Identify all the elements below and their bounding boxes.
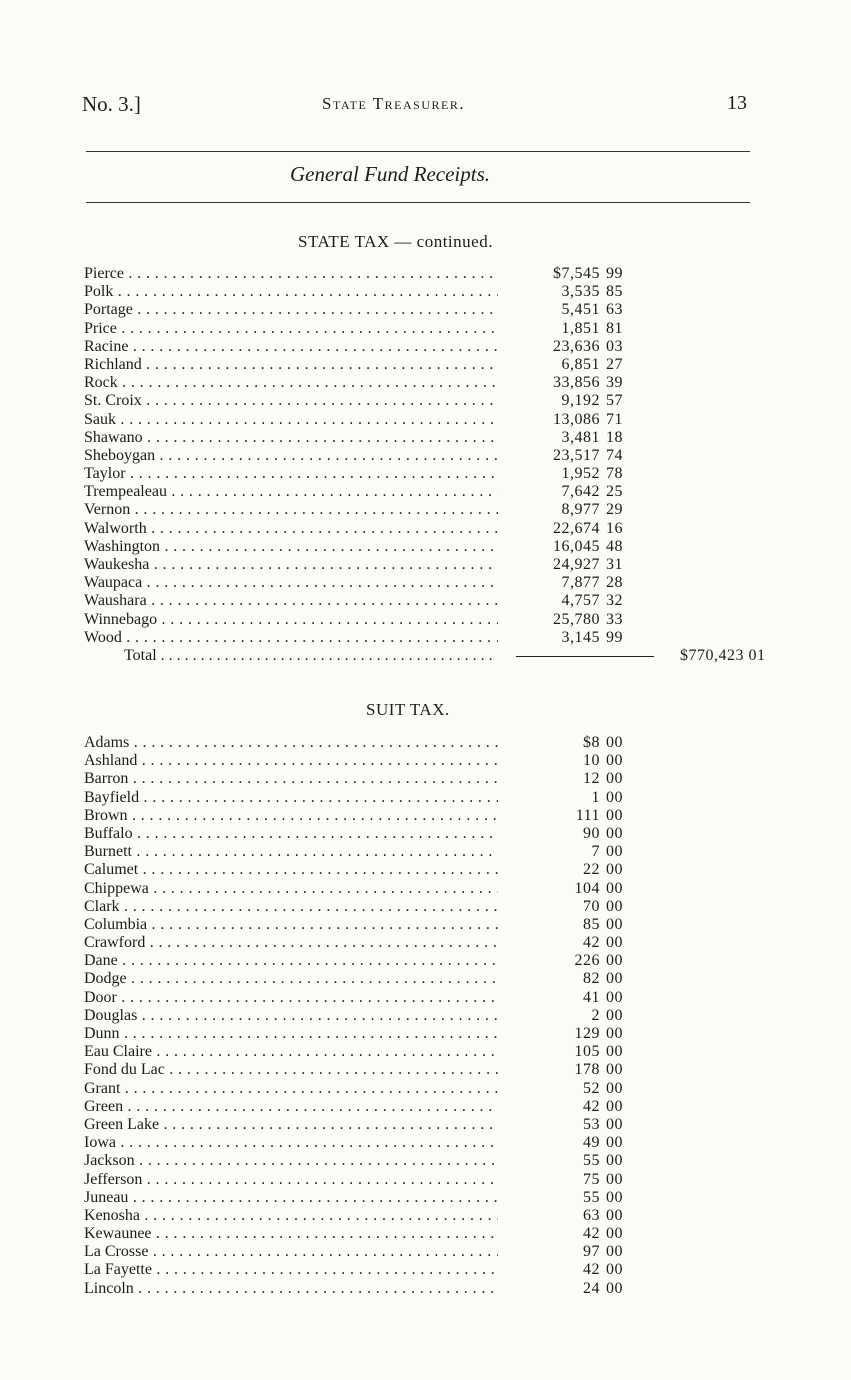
amount-cents: 00 bbox=[606, 1079, 623, 1097]
amount-dollars: 22,674 bbox=[553, 519, 600, 537]
amount-cents: 00 bbox=[606, 879, 623, 897]
amount-cents: 32 bbox=[606, 592, 623, 610]
county-name: Pierce . . . bbox=[84, 265, 498, 283]
table-row bbox=[84, 429, 644, 447]
amount-cents: 00 bbox=[606, 824, 623, 842]
amount-cents: 00 bbox=[606, 1225, 623, 1243]
county-name: Burnett . . . bbox=[84, 843, 498, 861]
table-row bbox=[84, 356, 644, 374]
county-name: Green Lake . . . bbox=[84, 1116, 498, 1134]
table-row bbox=[84, 1025, 644, 1043]
amount-dollars: 24 bbox=[583, 1279, 600, 1297]
table-row bbox=[84, 789, 644, 807]
table-row bbox=[84, 880, 644, 898]
amount-cents: 18 bbox=[606, 428, 623, 446]
county-name: Bayfield . . . bbox=[84, 789, 498, 807]
table-row bbox=[84, 1061, 644, 1079]
amount-dollars: 42 bbox=[583, 934, 600, 952]
table-row bbox=[84, 1134, 644, 1152]
table-row bbox=[84, 265, 644, 283]
amount-cents: 00 bbox=[606, 1134, 623, 1152]
county-name: Columbia . . . bbox=[84, 916, 498, 934]
amount-cents: 25 bbox=[606, 483, 623, 501]
amount-cents: 31 bbox=[606, 556, 623, 573]
amount-cents: 78 bbox=[606, 465, 623, 483]
county-name: Lincoln . . . bbox=[84, 1280, 498, 1298]
subtitle-rule bbox=[86, 202, 750, 203]
county-name: Ashland . . . bbox=[84, 752, 498, 770]
section-subtitle: General Fund Receipts. bbox=[290, 162, 491, 186]
amount-dollars: 75 bbox=[583, 1170, 600, 1188]
county-name: Trempealeau . . . bbox=[84, 483, 498, 501]
amount-dollars: 42 bbox=[583, 1097, 600, 1115]
table-row bbox=[84, 734, 644, 752]
table-row bbox=[84, 952, 644, 970]
amount-dollars: 90 bbox=[583, 824, 600, 842]
amount-cents: 00 bbox=[606, 770, 623, 788]
amount-dollars: 42 bbox=[583, 1261, 600, 1279]
amount-cents: 00 bbox=[606, 1261, 623, 1279]
table-row bbox=[84, 989, 644, 1007]
amount-dollars: 1 bbox=[591, 788, 600, 806]
total-dash-rule bbox=[516, 656, 654, 657]
table-row bbox=[84, 898, 644, 916]
table-row bbox=[84, 629, 644, 647]
county-name: Dane . . . bbox=[84, 952, 498, 970]
amount-dollars: 1,851 bbox=[561, 319, 600, 337]
amount-cents: 00 bbox=[606, 952, 623, 970]
amount-cents: 00 bbox=[606, 734, 623, 751]
amount-dollars: 24,927 bbox=[553, 556, 600, 573]
amount-cents: 00 bbox=[606, 1043, 623, 1061]
table-row bbox=[84, 1207, 644, 1225]
amount-cents: 00 bbox=[606, 1025, 623, 1042]
amount-dollars: 4,757 bbox=[561, 592, 600, 610]
county-name: Washington . . . bbox=[84, 538, 498, 556]
table-row bbox=[84, 934, 644, 952]
table-row bbox=[84, 465, 644, 483]
amount-dollars: 104 bbox=[574, 879, 600, 897]
amount-cents: 00 bbox=[606, 970, 623, 988]
county-name: Waupaca . . . bbox=[84, 574, 498, 592]
table-row bbox=[84, 1080, 644, 1098]
amount-cents: 29 bbox=[606, 501, 623, 519]
county-name: Grant . . . bbox=[84, 1080, 498, 1098]
document-number: No. 3.] bbox=[82, 92, 141, 116]
amount-dollars: 55 bbox=[583, 1188, 600, 1206]
table-row bbox=[84, 1098, 644, 1116]
amount-cents: 00 bbox=[606, 1097, 623, 1115]
amount-dollars: 52 bbox=[583, 1079, 600, 1097]
table-row bbox=[84, 970, 644, 988]
amount-dollars: 25,780 bbox=[553, 610, 600, 628]
county-name: Portage . . . bbox=[84, 301, 498, 319]
table-row bbox=[84, 392, 644, 410]
amount-cents: 00 bbox=[606, 1243, 623, 1261]
county-name: Winnebago . . . bbox=[84, 611, 498, 629]
amount-dollars: 16,045 bbox=[553, 537, 600, 555]
county-name: St. Croix . . . bbox=[84, 392, 498, 410]
amount-dollars: 8,977 bbox=[561, 501, 600, 519]
amount-cents: 00 bbox=[606, 1152, 623, 1170]
amount-cents: 27 bbox=[606, 355, 623, 373]
amount-cents: 03 bbox=[606, 337, 623, 355]
county-name: Jackson . . . bbox=[84, 1152, 498, 1170]
amount-dollars: 9,192 bbox=[561, 392, 600, 410]
amount-dollars: 42 bbox=[583, 1225, 600, 1243]
amount-cents: 99 bbox=[606, 628, 623, 646]
running-title: State Treasurer. bbox=[322, 94, 466, 113]
county-name: Iowa . . . bbox=[84, 1134, 498, 1152]
county-name: Waushara . . . bbox=[84, 592, 498, 610]
table-row bbox=[84, 556, 644, 574]
amount-cents: 99 bbox=[606, 265, 623, 282]
county-name: Polk . . . bbox=[84, 283, 498, 301]
amount-dollars: $8 bbox=[583, 734, 600, 751]
amount-dollars: 63 bbox=[583, 1206, 600, 1224]
amount-cents: 00 bbox=[606, 1279, 623, 1297]
table-row bbox=[84, 1225, 644, 1243]
amount-cents: 00 bbox=[606, 1006, 623, 1024]
table-row bbox=[84, 320, 644, 338]
county-name: Richland . . . bbox=[84, 356, 498, 374]
amount-dollars: 105 bbox=[574, 1043, 600, 1061]
amount-dollars: 23,636 bbox=[553, 337, 600, 355]
table-row bbox=[84, 283, 644, 301]
county-name: Kewaunee . . . bbox=[84, 1225, 498, 1243]
county-name: Eau Claire . . . bbox=[84, 1043, 498, 1061]
amount-cents: 00 bbox=[606, 988, 623, 1006]
amount-dollars: 3,535 bbox=[561, 283, 600, 301]
amount-dollars: 129 bbox=[574, 1025, 600, 1042]
table-row bbox=[84, 770, 644, 788]
amount-cents: 85 bbox=[606, 283, 623, 301]
amount-dollars: 85 bbox=[583, 915, 600, 933]
county-name: Douglas . . . bbox=[84, 1007, 498, 1025]
county-name: Buffalo . . . bbox=[84, 825, 498, 843]
amount-dollars: 6,851 bbox=[561, 355, 600, 373]
county-name: Fond du Lac . . . bbox=[84, 1061, 498, 1079]
table-row bbox=[84, 592, 644, 610]
amount-cents: 81 bbox=[606, 319, 623, 337]
table-row bbox=[84, 1171, 644, 1189]
table-row bbox=[84, 411, 644, 429]
county-name: Dodge . . . bbox=[84, 970, 498, 988]
amount-dollars: 3,481 bbox=[561, 428, 600, 446]
amount-cents: 00 bbox=[606, 752, 623, 770]
amount-dollars: 226 bbox=[574, 952, 600, 970]
table-row bbox=[84, 1007, 644, 1025]
amount-cents: 39 bbox=[606, 374, 623, 392]
county-name: Racine . . . bbox=[84, 338, 498, 356]
table-row bbox=[84, 1280, 644, 1298]
amount-cents: 00 bbox=[606, 897, 623, 915]
amount-cents: 00 bbox=[606, 788, 623, 806]
amount-cents: 00 bbox=[606, 1206, 623, 1224]
page-number: 13 bbox=[727, 92, 747, 114]
amount-dollars: 7,877 bbox=[561, 574, 600, 592]
total-value: $770,423 01 bbox=[680, 647, 766, 664]
table-row bbox=[84, 1116, 644, 1134]
amount-dollars: 82 bbox=[583, 970, 600, 988]
amount-dollars: 22 bbox=[583, 861, 600, 879]
county-name: Shawano . . . bbox=[84, 429, 498, 447]
table-row bbox=[84, 916, 644, 934]
county-name: Adams . . . bbox=[84, 734, 498, 752]
county-name: Juneau . . . bbox=[84, 1189, 498, 1207]
county-name: Jefferson . . . bbox=[84, 1171, 498, 1189]
amount-cents: 00 bbox=[606, 1115, 623, 1133]
table-row bbox=[84, 861, 644, 879]
table-row bbox=[84, 447, 644, 465]
suit-tax-title: SUIT TAX. bbox=[366, 700, 450, 719]
county-name: Brown . . . bbox=[84, 807, 498, 825]
county-name: Barron . . . bbox=[84, 770, 498, 788]
amount-dollars: 70 bbox=[583, 897, 600, 915]
county-name: Price . . . bbox=[84, 320, 498, 338]
table-row bbox=[84, 501, 644, 519]
amount-dollars: 5,451 bbox=[561, 301, 600, 319]
table-row bbox=[84, 807, 644, 825]
amount-dollars: 12 bbox=[583, 770, 600, 788]
amount-dollars: 13,086 bbox=[553, 410, 600, 428]
county-name: Wood . . . bbox=[84, 629, 498, 647]
county-name: Walworth . . . bbox=[84, 520, 498, 538]
table-row bbox=[84, 1243, 644, 1261]
amount-cents: 57 bbox=[606, 392, 623, 410]
table-row bbox=[84, 843, 644, 861]
amount-cents: 00 bbox=[606, 806, 623, 824]
amount-cents: 48 bbox=[606, 537, 623, 555]
header-rule bbox=[86, 151, 750, 152]
amount-cents: 28 bbox=[606, 574, 623, 592]
state-tax-total-row bbox=[84, 646, 784, 666]
county-name: Kenosha . . . bbox=[84, 1207, 498, 1225]
table-row bbox=[84, 752, 644, 770]
county-name: Crawford . . . bbox=[84, 934, 498, 952]
amount-cents: 00 bbox=[606, 915, 623, 933]
amount-dollars: 7 bbox=[591, 843, 600, 861]
amount-dollars: $7,545 bbox=[553, 265, 600, 282]
suit-tax-table bbox=[84, 734, 644, 1298]
table-row bbox=[84, 574, 644, 592]
amount-cents: 63 bbox=[606, 301, 623, 319]
amount-cents: 00 bbox=[606, 861, 623, 879]
county-name: Rock . . . bbox=[84, 374, 498, 392]
table-row bbox=[84, 1152, 644, 1170]
table-row bbox=[84, 1189, 644, 1207]
county-name: Dunn . . . bbox=[84, 1025, 498, 1043]
table-row bbox=[84, 301, 644, 319]
total-label: Total . . . bbox=[124, 646, 494, 666]
county-name: Sheboygan . . . bbox=[84, 447, 498, 465]
amount-cents: 00 bbox=[606, 1170, 623, 1188]
county-name: La Fayette . . . bbox=[84, 1261, 498, 1279]
table-row bbox=[84, 1043, 644, 1061]
state-tax-title: STATE TAX — continued. bbox=[298, 232, 493, 251]
county-name: Calumet . . . bbox=[84, 861, 498, 879]
county-name: Waukesha . . . bbox=[84, 556, 498, 574]
county-name: Door . . . bbox=[84, 989, 498, 1007]
county-name: Vernon . . . bbox=[84, 501, 498, 519]
table-row bbox=[84, 520, 644, 538]
amount-cents: 00 bbox=[606, 934, 623, 952]
amount-cents: 74 bbox=[606, 446, 623, 464]
county-name: Sauk . . . bbox=[84, 411, 498, 429]
county-name: Chippewa . . . bbox=[84, 880, 498, 898]
table-row bbox=[84, 825, 644, 843]
amount-cents: 16 bbox=[606, 519, 623, 537]
table-row bbox=[84, 611, 644, 629]
table-row bbox=[84, 338, 644, 356]
table-row bbox=[84, 374, 644, 392]
amount-dollars: 41 bbox=[583, 988, 600, 1006]
table-row bbox=[84, 483, 644, 501]
amount-dollars: 49 bbox=[583, 1134, 600, 1152]
amount-dollars: 10 bbox=[583, 752, 600, 770]
amount-cents: 71 bbox=[606, 410, 623, 428]
amount-dollars: 23,517 bbox=[553, 446, 600, 464]
amount-cents: 00 bbox=[606, 1061, 623, 1079]
amount-dollars: 7,642 bbox=[561, 483, 600, 501]
county-name: La Crosse . . . bbox=[84, 1243, 498, 1261]
state-tax-table bbox=[84, 265, 644, 647]
amount-dollars: 178 bbox=[574, 1061, 600, 1079]
amount-dollars: 111 bbox=[575, 806, 600, 824]
county-name: Clark . . . bbox=[84, 898, 498, 916]
table-row bbox=[84, 538, 644, 556]
amount-dollars: 33,856 bbox=[553, 374, 600, 392]
amount-dollars: 3,145 bbox=[561, 628, 600, 646]
amount-cents: 00 bbox=[606, 1188, 623, 1206]
amount-cents: 00 bbox=[606, 843, 623, 861]
county-name: Green . . . bbox=[84, 1098, 498, 1116]
amount-dollars: 53 bbox=[583, 1115, 600, 1133]
amount-dollars: 55 bbox=[583, 1152, 600, 1170]
amount-dollars: 2 bbox=[591, 1006, 600, 1024]
amount-dollars: 97 bbox=[583, 1243, 600, 1261]
amount-dollars: 1,952 bbox=[561, 465, 600, 483]
amount-cents: 33 bbox=[606, 610, 623, 628]
county-name: Taylor . . . bbox=[84, 465, 498, 483]
table-row bbox=[84, 1261, 644, 1279]
